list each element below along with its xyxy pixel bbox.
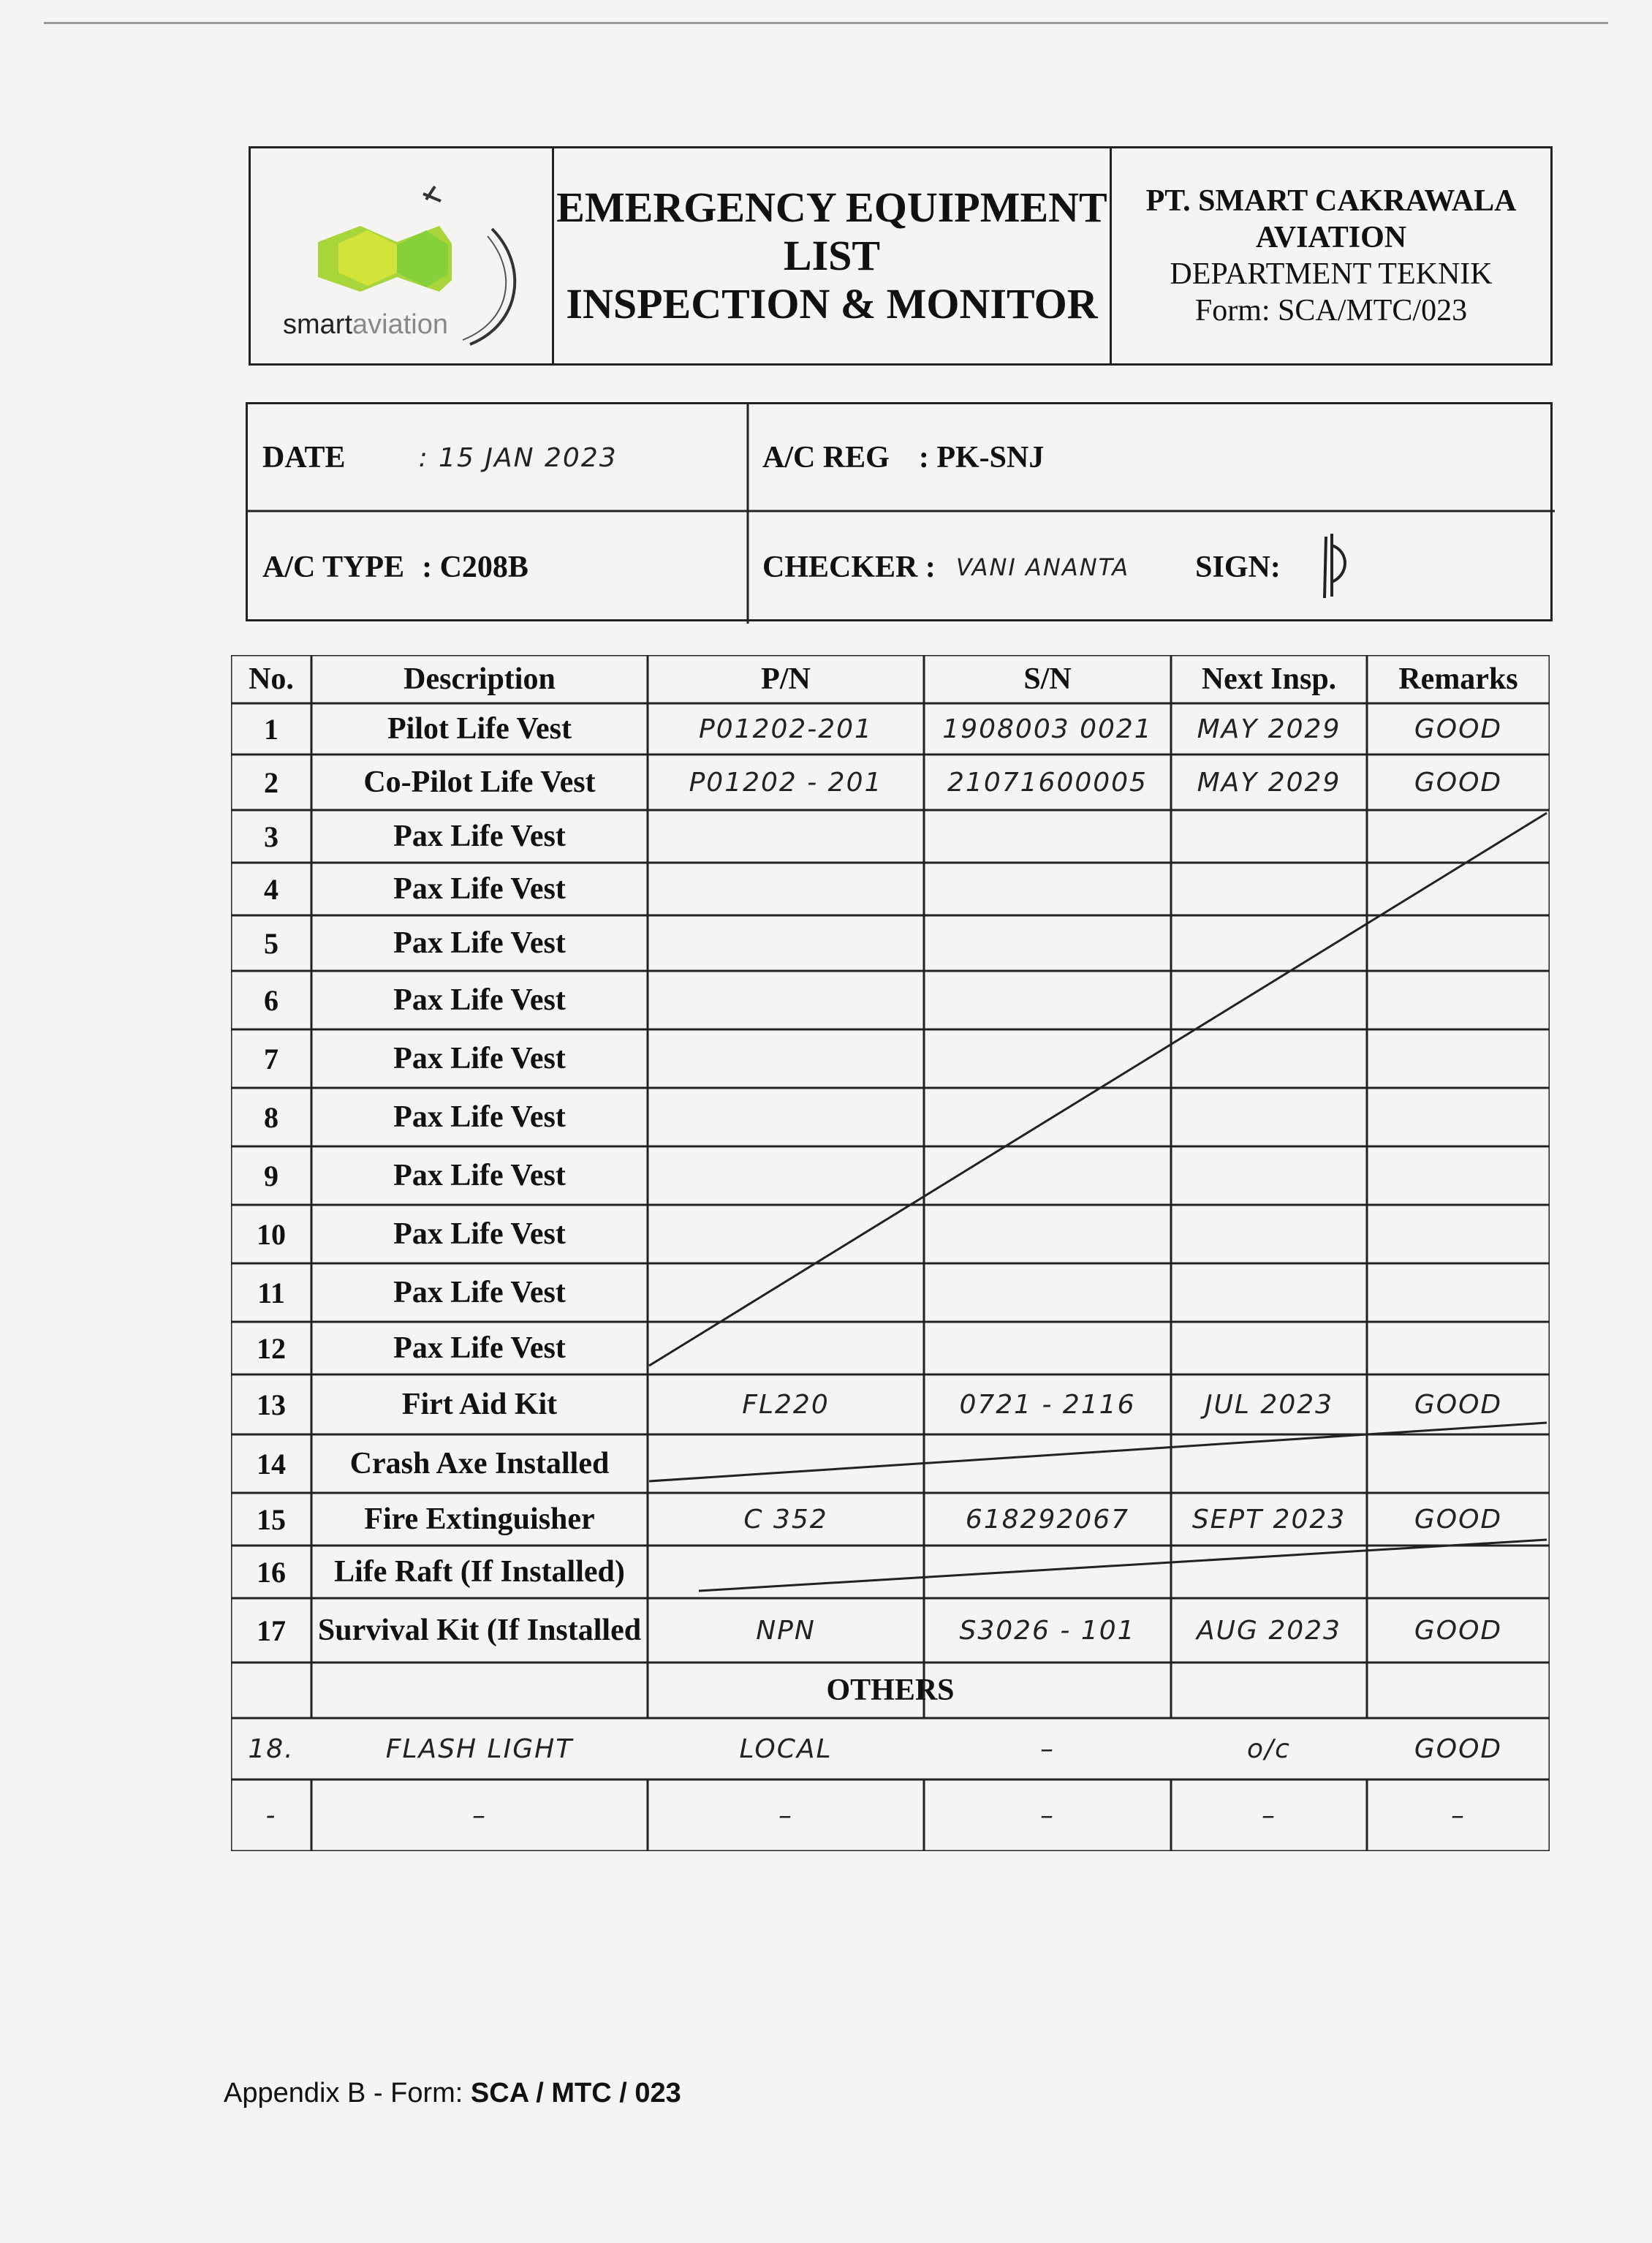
row-next-inspection [1171,1088,1367,1146]
row-description: Firt Aid Kit [401,1388,558,1421]
row-number: 6 [264,983,279,1017]
row-next-inspection [1171,1146,1367,1205]
page-top-rule [44,22,1608,24]
row-part-number [648,1029,924,1088]
row-remarks: GOOD [1414,767,1503,798]
sign-label: SIGN: [1195,551,1281,584]
col-header-pn: P/N [761,662,811,696]
row-serial-number: 21071600005 [947,767,1148,798]
aircraft-info-box [246,402,1553,621]
company-name-line-1: PT. SMART CAKRAWALA [1145,184,1517,218]
date-field [262,404,618,511]
row-part-number [648,1322,924,1374]
row-serial-number [924,1088,1171,1146]
row-remarks: GOOD [1414,1615,1503,1646]
row-number: 8 [264,1100,279,1134]
title-line-1: EMERGENCY EQUIPMENT [556,184,1107,231]
row-description: Pilot Life Vest [387,712,572,746]
form-title [554,148,1112,363]
row-next-inspection [1171,971,1367,1029]
checker-field [762,511,1354,624]
row-number: 1 [264,712,279,746]
row-number: 9 [264,1159,279,1192]
row-next-inspection [1171,915,1367,971]
row-remarks [1367,863,1550,915]
other-row-remarks: GOOD [1414,1733,1503,1764]
other-row-part-number: – [778,1800,793,1831]
row-serial-number: S3026 - 101 [959,1615,1136,1646]
row-part-number: C 352 [743,1504,828,1535]
row-part-number: FL220 [742,1389,830,1420]
row-next-inspection: JUL 2023 [1204,1389,1334,1420]
row-next-inspection [1171,810,1367,863]
ac-reg-field [762,404,1044,511]
date-value: : 15 JAN 2023 [418,442,618,473]
logo-wordmark: smartaviation [283,309,448,340]
col-header-sn: S/N [1023,662,1072,696]
checker-label: CHECKER : [762,551,936,584]
row-remarks [1367,1546,1550,1598]
row-part-number [648,1205,924,1263]
row-part-number [648,1263,924,1322]
row-next-inspection [1171,1322,1367,1374]
row-serial-number [924,1263,1171,1322]
row-remarks [1367,810,1550,863]
row-part-number: NPN [756,1615,816,1646]
row-description: Co-Pilot Life Vest [363,765,596,799]
row-serial-number [924,1205,1171,1263]
row-next-inspection [1171,863,1367,915]
row-number: 2 [264,765,279,799]
ac-type-value: : C208B [422,551,528,584]
title-line-3: INSPECTION & MONITOR [566,280,1098,328]
row-part-number [648,915,924,971]
row-serial-number [924,1434,1171,1493]
row-number: 4 [264,872,279,906]
row-number: 14 [257,1447,286,1480]
title-line-2: LIST [783,232,881,279]
row-serial-number: 0721 - 2116 [959,1389,1136,1420]
row-part-number [648,863,924,915]
row-description: Pax Life Vest [393,926,566,960]
col-header-description: Description [403,662,556,696]
other-row-serial-number: – [1040,1733,1055,1764]
row-description: Pax Life Vest [393,1276,566,1309]
row-description: Pax Life Vest [393,820,566,853]
row-next-inspection [1171,1029,1367,1088]
col-header-remarks: Remarks [1398,662,1518,696]
row-part-number [648,1546,924,1598]
form-header [249,146,1553,366]
row-next-inspection: MAY 2029 [1197,767,1341,798]
row-next-inspection: MAY 2029 [1197,714,1341,744]
ac-type-field [262,511,528,624]
footer-label: Appendix B - Form: [224,2078,471,2108]
row-number: 12 [257,1331,286,1365]
other-row-description: – [472,1800,487,1831]
row-remarks [1367,915,1550,971]
row-remarks: GOOD [1414,1389,1503,1420]
other-row-next-inspection: – [1262,1800,1276,1831]
row-description: Pax Life Vest [393,1042,566,1075]
checker-value: VANI ANANTA [955,553,1130,581]
row-next-inspection: SEPT 2023 [1191,1504,1346,1535]
row-part-number [648,971,924,1029]
row-part-number: P01202-201 [699,714,873,744]
row-number: 17 [257,1614,286,1647]
form-code: Form: SCA/MTC/023 [1194,294,1468,328]
row-part-number [648,1146,924,1205]
row-number: 7 [264,1042,279,1075]
ac-reg-label: A/C REG [762,441,890,474]
company-block [1112,148,1550,363]
date-label: DATE [262,441,346,474]
other-row-part-number: LOCAL [739,1733,833,1764]
row-number: 16 [257,1555,286,1589]
col-header-no: No. [249,662,294,696]
row-description: Survival Kit (If Installed [317,1614,642,1647]
others-section-label: OTHERS [826,1673,955,1707]
row-serial-number [924,1546,1171,1598]
row-part-number [648,810,924,863]
row-description: Fire Extinguisher [364,1502,595,1536]
other-row-remarks: – [1451,1800,1466,1831]
row-number: 15 [257,1502,286,1536]
row-remarks [1367,1029,1550,1088]
row-next-inspection [1171,1546,1367,1598]
row-remarks [1367,1146,1550,1205]
row-remarks [1367,1434,1550,1493]
row-description: Pax Life Vest [393,1159,566,1192]
row-remarks: GOOD [1414,1504,1503,1535]
row-description: Pax Life Vest [393,872,566,906]
row-number: 10 [257,1217,286,1251]
row-description: Pax Life Vest [393,983,566,1017]
equipment-table [231,655,1550,1851]
ac-type-label: A/C TYPE [262,551,405,584]
row-serial-number [924,863,1171,915]
row-next-inspection [1171,1205,1367,1263]
row-number: 11 [257,1276,285,1309]
row-number: 3 [264,820,279,853]
row-next-inspection [1171,1434,1367,1493]
row-part-number [648,1434,924,1493]
page-footer [224,2078,681,2109]
row-remarks [1367,971,1550,1029]
row-serial-number: 1908003 0021 [942,714,1153,744]
row-number: 5 [264,926,279,960]
ac-reg-value: : PK-SNJ [918,441,1045,474]
row-serial-number [924,810,1171,863]
row-description: Crash Axe Installed [349,1447,610,1480]
row-description: Pax Life Vest [393,1331,566,1365]
other-row-number: - [265,1800,277,1831]
footer-form-code: SCA / MTC / 023 [470,2078,681,2108]
other-row-description: FLASH LIGHT [385,1733,574,1764]
row-number: 13 [257,1388,286,1421]
row-serial-number [924,971,1171,1029]
signature-scribble [1310,531,1354,604]
department-name: DEPARTMENT TEKNIK [1170,257,1493,291]
row-remarks: GOOD [1414,714,1503,744]
row-part-number: P01202 - 201 [689,767,883,798]
other-row-next-inspection: o/c [1247,1733,1291,1764]
row-remarks [1367,1205,1550,1263]
row-serial-number [924,1146,1171,1205]
row-next-inspection: AUG 2023 [1197,1615,1341,1646]
row-remarks [1367,1263,1550,1322]
col-header-next-insp: Next Insp. [1201,662,1337,696]
row-description: Pax Life Vest [393,1100,566,1134]
row-description: Pax Life Vest [393,1217,566,1251]
row-serial-number [924,1029,1171,1088]
row-remarks [1367,1322,1550,1374]
row-serial-number [924,1322,1171,1374]
company-name-line-2: AVIATION [1255,221,1407,254]
company-logo [251,148,554,363]
row-remarks [1367,1088,1550,1146]
row-next-inspection [1171,1263,1367,1322]
row-part-number [648,1088,924,1146]
row-serial-number [924,915,1171,971]
other-row-number: 18. [248,1733,295,1764]
other-row-serial-number: – [1040,1800,1055,1831]
row-description: Life Raft (If Installed) [334,1555,625,1589]
row-serial-number: 618292067 [965,1504,1130,1535]
